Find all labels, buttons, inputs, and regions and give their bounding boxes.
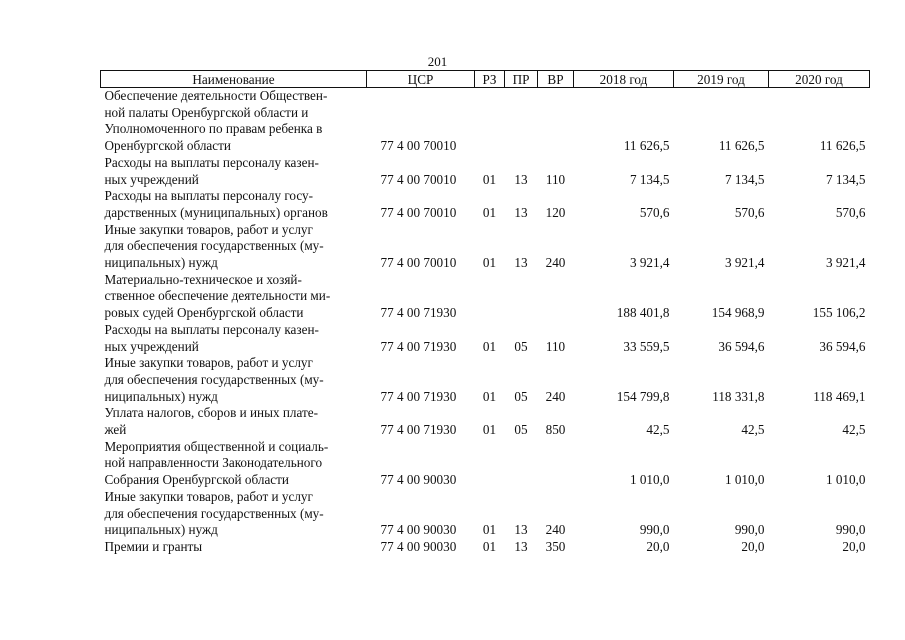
row-2019: 36 594,6	[718, 338, 765, 354]
row-name: Иные закупки товаров, работ и услуг для обеспечения государственных (му- ниципальных) нужд	[104, 355, 324, 404]
row-csr: 77 4 00 71930	[380, 422, 457, 438]
header-csr: ЦСР	[367, 71, 475, 88]
row-2019: 20,0	[741, 538, 765, 554]
row-2019: 990,0	[734, 522, 765, 538]
row-2019: 42,5	[741, 422, 765, 438]
row-csr: 77 4 00 90030	[380, 522, 457, 538]
table-row	[101, 272, 870, 322]
table-row	[101, 88, 870, 155]
row-2019: 3 921,4	[724, 255, 765, 271]
row-name: Расходы на выплаты персоналу казен- ных учреждений	[104, 154, 319, 187]
row-csr: 77 4 00 70010	[380, 138, 457, 154]
row-2018: 990,0	[639, 522, 670, 538]
row-csr: 77 4 00 71930	[380, 338, 457, 354]
row-2018: 33 559,5	[623, 338, 670, 354]
row-2019: 1 010,0	[724, 472, 765, 488]
table-row	[101, 405, 870, 438]
header-rz: РЗ	[475, 71, 505, 88]
header-pr: ПР	[505, 71, 538, 88]
row-2020: 11 626,5	[819, 138, 866, 154]
table-row	[101, 539, 870, 556]
row-2019: 118 331,8	[712, 388, 765, 404]
row-vr: 110	[545, 171, 566, 187]
row-2020: 3 921,4	[825, 255, 866, 271]
row-rz: 01	[482, 171, 497, 187]
row-rz: 01	[482, 522, 497, 538]
row-csr: 77 4 00 90030	[380, 472, 457, 488]
row-vr: 350	[545, 538, 566, 554]
header-vr: ВР	[538, 71, 574, 88]
row-2020: 118 469,1	[813, 388, 866, 404]
row-vr: 240	[545, 522, 566, 538]
row-rz: 01	[482, 204, 497, 220]
table-header	[101, 71, 870, 88]
page-number-text: 201	[427, 54, 448, 69]
row-rz	[475, 272, 505, 322]
row-vr: 240	[545, 255, 566, 271]
row-csr: 77 4 00 90030	[380, 538, 457, 554]
row-pr: 13	[514, 255, 528, 271]
row-2018: 11 626,5	[623, 138, 670, 154]
row-2020: 20,0	[842, 538, 866, 554]
row-rz	[475, 88, 505, 155]
row-name: Обеспечение деятельности Обществен- ной палаты Оренбургской области и Уполномоченного по правам ребенка в Оренбургской области	[104, 88, 328, 154]
row-2020: 42,5	[842, 422, 866, 438]
header-2018: 2018 год	[574, 71, 674, 88]
row-csr: 77 4 00 70010	[380, 204, 457, 220]
table-row	[101, 355, 870, 405]
header-row	[101, 71, 870, 88]
row-vr	[538, 439, 574, 489]
row-name: Материально-техническое и хозяй- ственное обеспечение деятельности ми- ровых судей Оренбургской области	[104, 271, 331, 321]
row-pr	[505, 439, 538, 489]
row-2018: 7 134,5	[629, 171, 670, 187]
row-2018: 42,5	[646, 422, 670, 438]
row-2020: 7 134,5	[825, 171, 866, 187]
row-2020: 570,6	[835, 204, 866, 220]
row-csr: 77 4 00 70010	[380, 171, 457, 187]
header-2019: 2019 год	[674, 71, 769, 88]
page-number	[0, 55, 905, 69]
row-name: Премии и гранты	[104, 538, 203, 554]
table-row	[101, 489, 870, 539]
header-name: Наименование	[101, 71, 367, 88]
row-csr: 77 4 00 70010	[380, 255, 457, 271]
table-row	[101, 222, 870, 272]
row-name: Иные закупки товаров, работ и услуг для обеспечения государственных (му- ниципальных) нужд	[104, 488, 324, 538]
row-name: Иные закупки товаров, работ и услуг для обеспечения государственных (му- ниципальных) нужд	[104, 221, 324, 271]
row-rz: 01	[482, 255, 497, 271]
table-body	[101, 88, 870, 556]
row-csr: 77 4 00 71930	[380, 305, 457, 321]
table-row	[101, 439, 870, 489]
row-2020: 1 010,0	[825, 472, 866, 488]
row-vr	[538, 272, 574, 322]
row-2020: 36 594,6	[819, 338, 866, 354]
row-2019: 154 968,9	[711, 305, 765, 321]
row-vr: 120	[545, 204, 566, 220]
row-pr	[505, 272, 538, 322]
row-2018: 154 799,8	[616, 388, 670, 404]
row-2018: 1 010,0	[629, 472, 670, 488]
row-name: Расходы на выплаты персоналу госу- дарственных (муниципальных) органов	[104, 188, 328, 220]
table-row	[101, 188, 870, 221]
row-vr	[538, 88, 574, 155]
budget-table	[100, 70, 870, 556]
row-2019: 7 134,5	[724, 171, 765, 187]
table-row	[101, 155, 870, 188]
row-name: Расходы на выплаты персоналу казен- ных учреждений	[104, 321, 319, 354]
row-rz	[475, 439, 505, 489]
row-pr: 05	[514, 388, 528, 404]
row-2019: 570,6	[734, 204, 765, 220]
row-2020: 155 106,2	[812, 305, 866, 321]
row-csr: 77 4 00 71930	[380, 388, 457, 404]
row-2018: 570,6	[639, 204, 670, 220]
row-pr	[505, 88, 538, 155]
row-2019: 11 626,5	[718, 138, 765, 154]
row-pr: 13	[514, 171, 528, 187]
row-pr: 13	[514, 204, 528, 220]
row-vr: 240	[545, 388, 566, 404]
row-vr: 110	[545, 338, 566, 354]
row-rz: 01	[482, 422, 497, 438]
row-vr: 850	[545, 422, 566, 438]
row-2018: 3 921,4	[629, 255, 670, 271]
row-rz: 01	[482, 388, 497, 404]
header-2020: 2020 год	[769, 71, 870, 88]
table-row	[101, 322, 870, 355]
row-pr: 13	[514, 538, 528, 554]
row-pr: 05	[514, 338, 528, 354]
row-name: Мероприятия общественной и социаль- ной направленности Законодательного Собрания Оренбургской области	[104, 438, 329, 488]
row-pr: 05	[514, 422, 528, 438]
row-2020: 990,0	[835, 522, 866, 538]
row-2018: 188 401,8	[616, 305, 670, 321]
row-pr: 13	[514, 522, 528, 538]
row-rz: 01	[482, 538, 497, 554]
row-name: Уплата налогов, сборов и иных плате- жей	[104, 405, 319, 438]
row-rz: 01	[482, 338, 497, 354]
row-2018: 20,0	[646, 538, 670, 554]
